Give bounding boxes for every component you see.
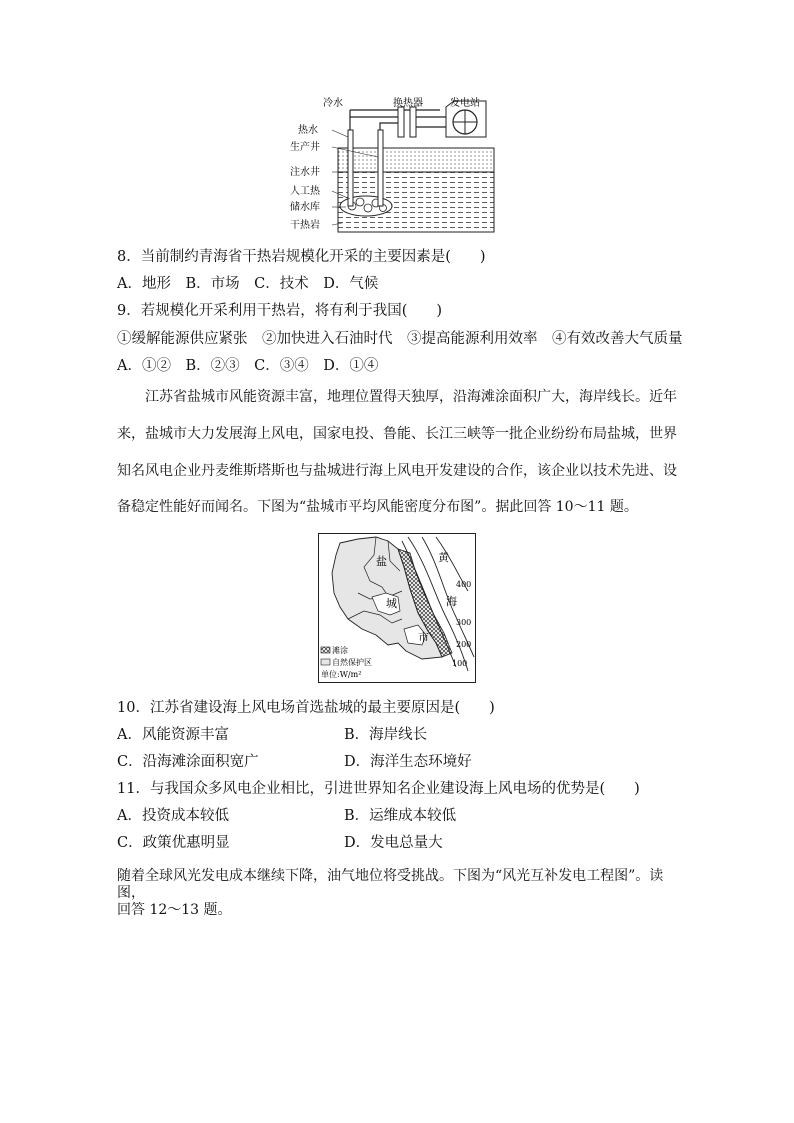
passage2-line-1: 随着全球风光发电成本继续下降，油气地位将受挑战。下图为“风光互补发电工程图”。读图， bbox=[117, 868, 664, 901]
contour-label-300: 300 bbox=[456, 618, 472, 627]
map-label-cheng: 城 bbox=[386, 597, 397, 610]
label-production-well: 生产井 bbox=[290, 142, 320, 153]
legend-reserve-swatch bbox=[321, 659, 330, 665]
q9-options: A．①② B．②③ C．③④ D．①④ bbox=[117, 358, 379, 374]
passage1-line-4: 备稳定性能好而闻名。下图为“盐城市平均风能密度分布图”。据此回答 10～11 题。 bbox=[117, 499, 638, 515]
label-heat-exchanger: 换热器 bbox=[393, 98, 423, 109]
map-label-hai: 海 bbox=[446, 595, 457, 608]
q8-stem: 8．当前制约青海省干热岩规模化开采的主要因素是( ) bbox=[117, 249, 486, 265]
q10-option-c: C．沿海滩涂面积宽广 bbox=[117, 754, 259, 770]
q10-option-b: B．海岸线长 bbox=[344, 727, 428, 743]
q11-option-a: A．投资成本较低 bbox=[117, 808, 229, 824]
map-label-huang: 黄 bbox=[438, 551, 449, 564]
passage1-line-2: 来，盐城市大力发展海上风电，国家电投、鲁能、长江三峡等一批企业纷纷布局盐城，世界 bbox=[117, 426, 677, 442]
q10-option-a: A．风能资源丰富 bbox=[117, 727, 229, 743]
q11-option-b: B．运维成本较低 bbox=[344, 808, 457, 824]
label-cold-water: 冷水 bbox=[323, 98, 343, 109]
legend-reserve-label: 自然保护区 bbox=[332, 658, 372, 667]
legend-unit-label: 单位:W/m² bbox=[321, 670, 362, 679]
q8-options: A．地形 B．市场 C．技术 D．气候 bbox=[117, 276, 379, 292]
label-injection-well: 注水井 bbox=[290, 167, 320, 178]
map-label-shi: 市 bbox=[418, 631, 429, 644]
q11-stem: 11．与我国众多风电企业相比，引进世界知名企业建设海上风电场的优势是( ) bbox=[117, 781, 640, 797]
map-label-yan: 盐 bbox=[376, 555, 387, 568]
label-artificial-heat: 人工热 bbox=[290, 186, 320, 197]
q11-option-c: C．政策优惠明显 bbox=[117, 835, 230, 851]
contour-label-100: 100 bbox=[452, 659, 468, 668]
geothermal-diagram bbox=[290, 95, 510, 237]
q10-option-d: D．海洋生态环境好 bbox=[344, 754, 472, 770]
label-hot-water: 热水 bbox=[298, 125, 318, 136]
legend-tidal-label: 滩涂 bbox=[332, 646, 348, 655]
q10-stem: 10．江苏省建设海上风电场首选盐城的最主要原因是( ) bbox=[117, 700, 495, 716]
contour-label-400: 400 bbox=[456, 580, 472, 589]
label-power-station: 发电站 bbox=[450, 98, 480, 109]
label-hot-dry-rock: 干热岩 bbox=[290, 220, 320, 231]
yancheng-wind-map bbox=[318, 533, 476, 683]
q9-stem: 9．若规模化开采利用干热岩，将有利于我国( ) bbox=[117, 303, 443, 319]
passage2-line-2: 回答 12～13 题。 bbox=[117, 902, 232, 918]
q9-items: ①缓解能源供应紧张 ②加快进入石油时代 ③提高能源利用效率 ④有效改善大气质量 bbox=[117, 331, 683, 347]
passage1-line-1: 江苏省盐城市风能资源丰富，地理位置得天独厚，沿海滩涂面积广大，海岸线长。近年 bbox=[145, 389, 677, 405]
legend-tidal-swatch bbox=[321, 647, 330, 653]
passage1-line-3: 知名风电企业丹麦维斯塔斯也与盐城进行海上风电开发建设的合作，该企业以技术先进、设 bbox=[117, 463, 677, 479]
label-reservoir: 储水库 bbox=[290, 202, 320, 213]
q11-option-d: D．发电总量大 bbox=[344, 835, 443, 851]
contour-label-200: 200 bbox=[456, 640, 472, 649]
